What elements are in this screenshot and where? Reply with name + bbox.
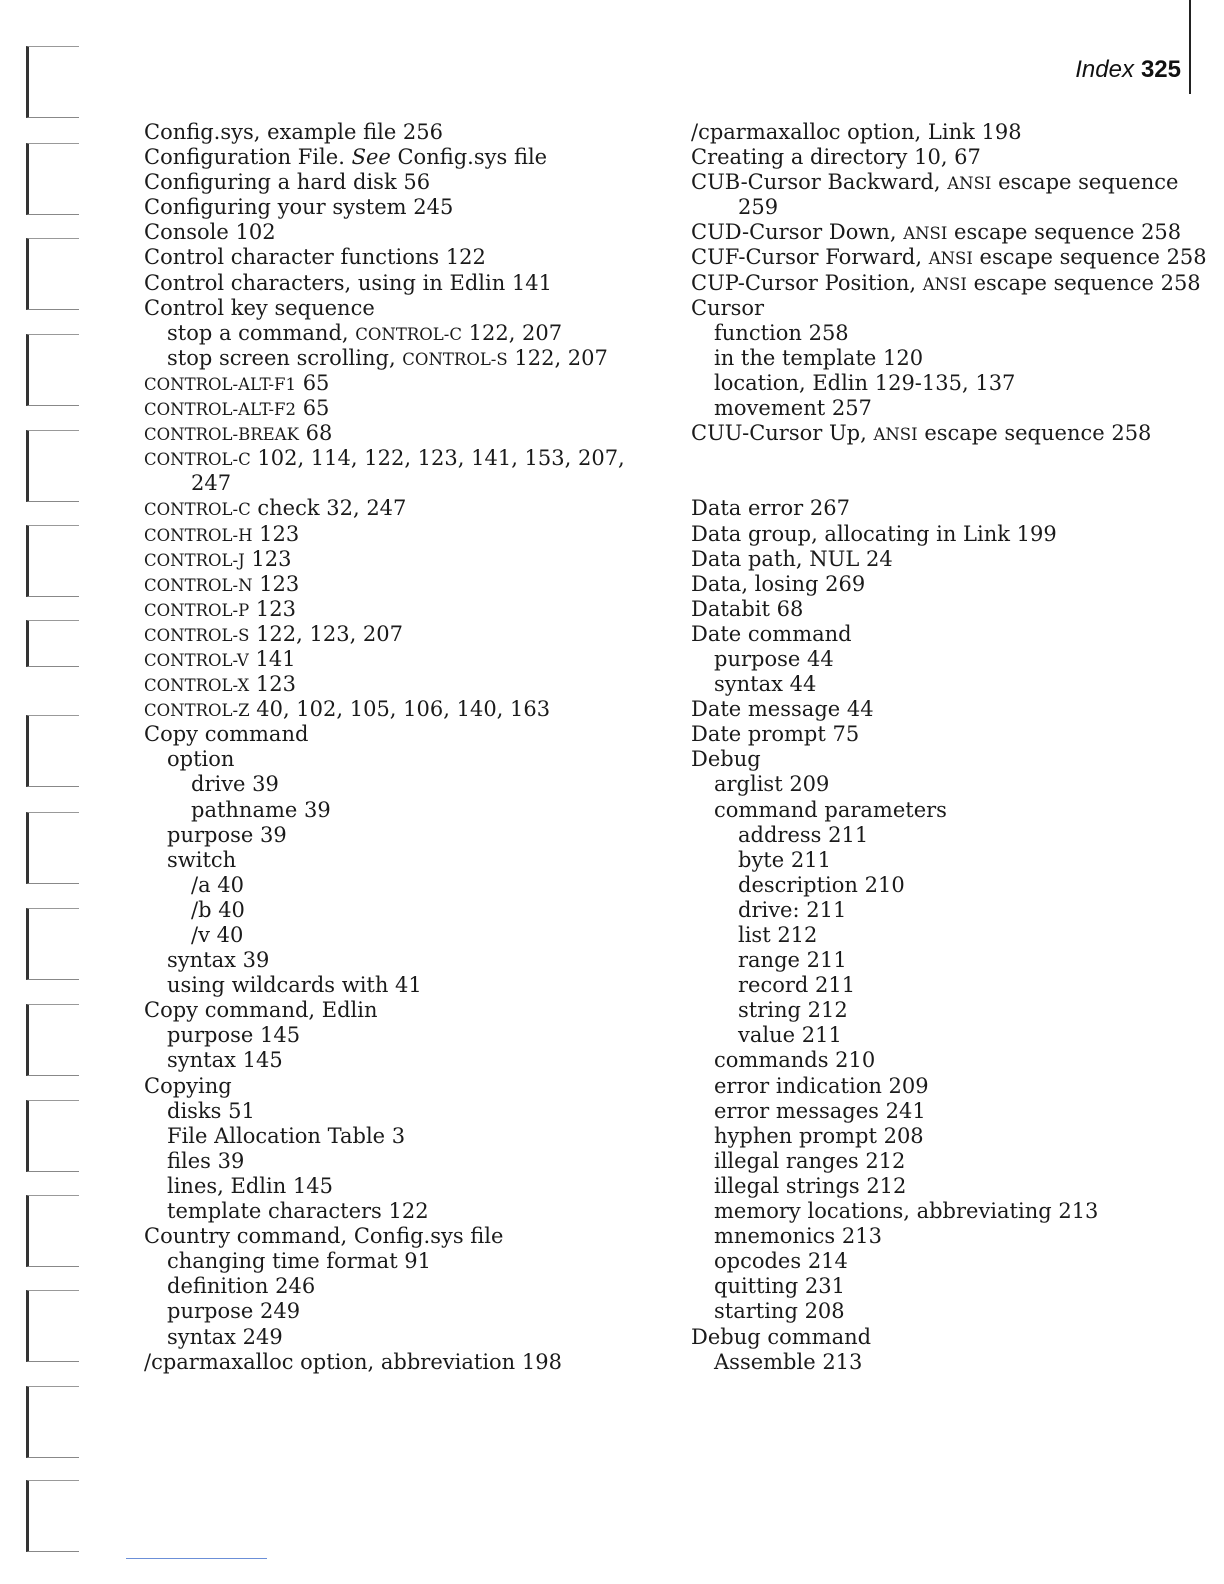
index-entry [691, 120, 1191, 145]
index-subentry [144, 1249, 644, 1274]
index-subentry [691, 848, 1191, 873]
index-entry [691, 270, 1201, 296]
binder-tab [26, 620, 79, 667]
entry-text: byte 211 [738, 847, 831, 872]
entry-text: Assemble 213 [714, 1349, 863, 1374]
binder-tab [26, 238, 79, 310]
entry-text: files 39 [167, 1148, 245, 1173]
index-subentry [144, 898, 644, 923]
entry-locator: 65 [296, 370, 330, 395]
index-subentry [691, 873, 1191, 898]
page-number: 325 [1140, 56, 1181, 83]
key-name: CONTROL-S [144, 625, 250, 645]
binder-tab [26, 1100, 79, 1172]
index-entry [691, 622, 1191, 647]
entry-text: stop screen scrolling, [167, 345, 403, 370]
index-subentry [691, 1350, 1191, 1375]
page-edge-rule [1189, 0, 1191, 94]
entry-text: commands 210 [714, 1048, 876, 1073]
entry-text: description 210 [738, 872, 905, 897]
index-subentry [144, 346, 644, 371]
key-name: CONTROL-S [402, 349, 508, 369]
key-name: CONTROL-V [144, 650, 249, 670]
key-name: CONTROL-C [144, 450, 251, 470]
index-subentry [144, 1149, 644, 1174]
index-entry [144, 547, 644, 572]
index-entry [144, 1074, 644, 1099]
index-entry [691, 547, 1191, 572]
binder-tab [26, 525, 79, 597]
index-entry [144, 1350, 644, 1375]
entry-text: location, Edlin 129-135, 137 [714, 370, 1016, 395]
key-name: ANSI [947, 174, 992, 194]
entry-text: lines, Edlin 145 [167, 1173, 334, 1198]
entry-text: /cparmaxalloc option, abbreviation 198 [144, 1349, 562, 1374]
entry-locator: escape sequence 258 [966, 270, 1201, 295]
index-subentry [691, 195, 1191, 220]
binder-tab [26, 143, 79, 215]
index-entry [691, 722, 1191, 747]
index-entry [144, 672, 644, 697]
entry-text: Data path, NUL 24 [691, 546, 893, 571]
entry-text: Configuring your system 245 [144, 195, 454, 220]
binder-tab [26, 812, 79, 884]
entry-locator: escape sequence [991, 170, 1179, 195]
binder-tab [26, 46, 79, 118]
entry-text: list 212 [738, 923, 818, 947]
index-entry [144, 647, 644, 672]
entry-text: Configuring a hard disk 56 [144, 170, 431, 195]
page-header [1075, 56, 1181, 84]
key-name: CONTROL-Z [144, 701, 250, 721]
entry-text: purpose 44 [714, 646, 834, 671]
binder-tab [26, 1480, 79, 1552]
index-subentry [691, 923, 1191, 948]
index-subentry [691, 948, 1191, 973]
entry-text: syntax 145 [167, 1048, 283, 1073]
index-entry [144, 396, 644, 421]
index-entry [144, 195, 644, 220]
index-subentry [691, 1099, 1191, 1124]
index-subentry [144, 1023, 644, 1048]
index-subentry [691, 772, 1191, 797]
key-name: CONTROL-C [144, 500, 251, 520]
entry-text: using wildcards with 41 [167, 973, 422, 998]
index-subentry [144, 471, 644, 496]
entry-text: Date command [691, 621, 852, 646]
entry-text: syntax 39 [167, 948, 270, 973]
index-entry [144, 697, 644, 722]
entry-text: memory locations, abbreviating 213 [714, 1199, 1099, 1224]
entry-text: Data group, allocating in Link 199 [691, 521, 1057, 546]
index-subentry [691, 1149, 1191, 1174]
entry-locator: 40, 102, 105, 106, 140, 163 [249, 697, 551, 722]
key-name: CONTROL-ALT-F1 [144, 374, 297, 394]
index-subentry [691, 998, 1191, 1023]
entry-text: switch [167, 847, 237, 872]
index-subentry [691, 898, 1191, 923]
entry-text: disks 51 [167, 1098, 255, 1123]
entry-text: CUF-Cursor Forward, [691, 245, 929, 270]
binder-tab [26, 908, 79, 980]
index-entry [144, 120, 644, 145]
index-entry [144, 522, 644, 547]
entry-locator: check 32, 247 [250, 496, 407, 521]
entry-text: drive: 211 [738, 897, 847, 922]
entry-text: Debug [691, 747, 761, 772]
index-entry [691, 220, 1191, 245]
index-entry [144, 597, 644, 622]
index-subentry [144, 973, 644, 998]
index-entry [691, 1325, 1191, 1350]
entry-text: Configuration File. [144, 145, 352, 170]
index-entry [691, 747, 1191, 772]
entry-locator: 123 [244, 546, 292, 571]
entry-text: quitting 231 [714, 1274, 846, 1299]
index-subentry [691, 1199, 1191, 1224]
binder-tab [26, 715, 79, 787]
index-entry [144, 446, 644, 471]
entry-text: Debug command [691, 1324, 872, 1349]
index-subentry [144, 1099, 644, 1124]
entry-locator: Config.sys file [390, 145, 548, 170]
index-subentry [691, 1299, 1191, 1324]
entry-text: 259 [738, 195, 779, 220]
entry-locator: 123 [249, 596, 296, 621]
index-entry [144, 220, 644, 245]
entry-text: Databit 68 [691, 596, 804, 621]
entry-text: Date prompt 75 [691, 722, 860, 747]
index-entry [144, 722, 644, 747]
index-subentry [144, 747, 644, 772]
index-entry [144, 271, 644, 296]
index-column-right [691, 120, 1207, 1375]
entry-text: purpose 39 [167, 822, 287, 847]
entry-locator: 122, 207 [507, 345, 608, 370]
index-entry [144, 421, 644, 446]
index-entry [691, 421, 1191, 446]
index-subentry [691, 1174, 1191, 1199]
index-subentry [691, 1124, 1191, 1149]
entry-locator: 123 [252, 571, 300, 596]
entry-text: /b 40 [191, 897, 245, 922]
entry-text: value 211 [738, 1023, 842, 1048]
entry-text: Control characters, using in Edlin 141 [144, 270, 552, 295]
entry-text: illegal strings 212 [714, 1173, 907, 1198]
entry-text: record 211 [738, 973, 856, 998]
entry-text: Country command, Config.sys file [144, 1224, 504, 1249]
entry-text: arglist 209 [714, 772, 830, 797]
entry-locator: escape sequence 258 [947, 220, 1182, 245]
key-name: CONTROL-BREAK [144, 425, 299, 445]
entry-text: error indication 209 [714, 1073, 929, 1098]
index-subentry [691, 1249, 1191, 1274]
binder-tab [26, 1386, 79, 1458]
entry-text: command parameters [714, 797, 947, 822]
entry-locator: escape sequence 258 [972, 245, 1207, 270]
entry-text: drive 39 [191, 772, 279, 797]
index-subentry [144, 1199, 644, 1224]
index-entry [691, 522, 1191, 547]
index-entry [144, 1224, 644, 1249]
binder-tab [26, 334, 79, 406]
index-entry [691, 572, 1191, 597]
index-subentry [691, 321, 1191, 346]
entry-text: Date message 44 [691, 697, 874, 722]
entry-text: Data error 267 [691, 496, 850, 521]
entry-text: 247 [191, 471, 232, 496]
index-subentry [691, 1224, 1191, 1249]
entry-text: CUU-Cursor Up, [691, 421, 874, 446]
index-entry [144, 572, 644, 597]
entry-text: /cparmaxalloc option, Link 198 [691, 120, 1022, 144]
index-subentry [691, 973, 1191, 998]
entry-text: definition 246 [167, 1274, 316, 1299]
entry-text: Cursor [691, 295, 765, 320]
key-name: ANSI [928, 249, 973, 269]
entry-text: hyphen prompt 208 [714, 1123, 924, 1148]
key-name: ANSI [873, 425, 918, 445]
entry-text: function 258 [714, 320, 849, 345]
entry-locator: 102, 114, 122, 123, 141, 153, 207, [250, 446, 625, 471]
key-name: ANSI [922, 274, 967, 294]
index-subentry [691, 371, 1191, 396]
entry-text: address 211 [738, 822, 869, 847]
entry-text: Control key sequence [144, 295, 375, 320]
entry-text: syntax 44 [714, 672, 817, 697]
entry-text: Data, losing 269 [691, 571, 866, 596]
entry-text: pathname 39 [191, 797, 331, 822]
binder-tab [26, 430, 79, 502]
entry-text: Copy command [144, 722, 309, 747]
index-entry [144, 371, 644, 396]
index-subentry [144, 1274, 644, 1299]
entry-locator: 123 [249, 672, 297, 697]
index-subentry [144, 873, 644, 898]
entry-text: illegal ranges 212 [714, 1148, 906, 1173]
entry-text: Control character functions 122 [144, 245, 486, 270]
entry-text: Copying [144, 1073, 232, 1098]
index-subentry [691, 1048, 1191, 1073]
index-subentry [691, 1274, 1191, 1299]
index-subentry [144, 1174, 644, 1199]
key-name: CONTROL-ALT-F2 [144, 400, 297, 420]
binder-tab [26, 1290, 79, 1362]
entry-text: syntax 249 [167, 1324, 283, 1349]
bottom-rule [126, 1558, 267, 1559]
entry-text: in the template 120 [714, 345, 924, 370]
entry-text: mnemonics 213 [714, 1224, 882, 1249]
index-entry [144, 998, 644, 1023]
key-name: CONTROL-N [144, 575, 253, 595]
index-subentry [691, 672, 1191, 697]
entry-locator: 122, 207 [461, 320, 563, 345]
entry-text: File Allocation Table 3 [167, 1123, 406, 1148]
entry-text: Creating a directory 10, 67 [691, 145, 981, 170]
entry-text: stop a command, [167, 320, 356, 345]
index-subentry [691, 823, 1191, 848]
index-subentry [691, 1023, 1191, 1048]
header-label: Index [1075, 56, 1134, 83]
entry-text: template characters 122 [167, 1199, 429, 1224]
entry-text: Copy command, Edlin [144, 998, 378, 1023]
index-subentry [144, 923, 644, 948]
index-subentry [691, 396, 1191, 421]
index-entry [144, 245, 644, 270]
entry-locator: 68 [298, 421, 333, 446]
entry-text: /v 40 [191, 923, 244, 947]
index-entry [691, 145, 1191, 170]
see-reference: See [351, 145, 391, 170]
index-subentry [691, 647, 1191, 672]
entry-text: CUD-Cursor Down, [691, 220, 904, 245]
index-entry [691, 296, 1191, 321]
entry-locator: escape sequence 258 [917, 421, 1152, 446]
entry-locator: 65 [296, 396, 330, 421]
index-entry [691, 245, 1207, 270]
key-name: CONTROL-C [355, 324, 462, 344]
binder-tab [26, 1195, 79, 1267]
index-subentry [691, 798, 1191, 823]
entry-text: range 211 [738, 948, 847, 973]
index-subentry [144, 1124, 644, 1149]
binder-tab [26, 1004, 79, 1076]
entry-text: string 212 [738, 998, 848, 1023]
index-subentry [691, 1074, 1191, 1099]
index-entry [691, 496, 1191, 521]
entry-text: /a 40 [191, 872, 244, 897]
entry-locator: 123 [252, 521, 300, 546]
index-entry [691, 697, 1191, 722]
key-name: ANSI [903, 224, 948, 244]
index-column-left [144, 120, 644, 1375]
entry-text: Console 102 [144, 220, 276, 245]
entry-locator: 122, 123, 207 [249, 621, 404, 646]
index-entry [144, 496, 644, 521]
index-subentry [144, 1325, 644, 1350]
index-entry [691, 597, 1191, 622]
key-name: CONTROL-X [144, 676, 250, 696]
entry-text: purpose 145 [167, 1023, 301, 1048]
index-subentry [144, 772, 644, 797]
entry-text: starting 208 [714, 1299, 845, 1324]
key-name: CONTROL-P [144, 600, 250, 620]
entry-text: purpose 249 [167, 1299, 301, 1324]
entry-text: changing time format 91 [167, 1249, 432, 1274]
key-name: CONTROL-J [144, 550, 245, 570]
entry-text: movement 257 [714, 396, 872, 421]
index-entry [144, 145, 644, 170]
entry-text: CUB-Cursor Backward, [691, 170, 948, 195]
index-subentry [691, 346, 1191, 371]
entry-text: Config.sys, example file 256 [144, 120, 444, 144]
index-entry [144, 622, 644, 647]
index-entry [144, 170, 644, 195]
index-subentry [144, 1048, 644, 1073]
index-subentry [144, 948, 644, 973]
index-subentry [144, 798, 644, 823]
section-gap [691, 446, 1191, 496]
index-subentry [144, 321, 644, 346]
entry-text: option [167, 747, 235, 772]
index-entry [144, 296, 644, 321]
entry-text: error messages 241 [714, 1098, 926, 1123]
entry-locator: 141 [248, 646, 296, 671]
index-subentry [144, 848, 644, 873]
key-name: CONTROL-H [144, 525, 253, 545]
index-entry [691, 170, 1191, 195]
entry-text: CUP-Cursor Position, [691, 270, 923, 295]
entry-text: opcodes 214 [714, 1249, 848, 1274]
index-subentry [144, 823, 644, 848]
index-subentry [144, 1299, 644, 1324]
